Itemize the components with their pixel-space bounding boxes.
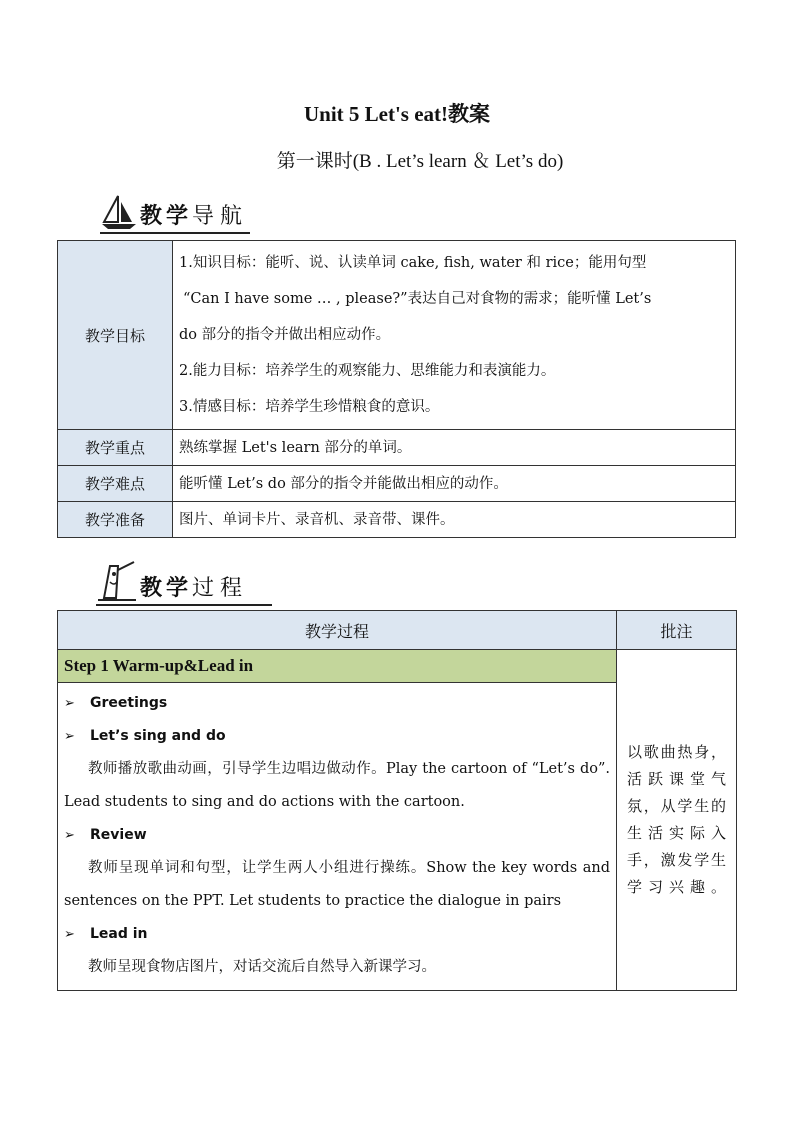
overview-key: 教学准备 bbox=[58, 502, 173, 538]
section-label-bold: 教学 bbox=[140, 576, 193, 601]
step-title: Step 1 Warm-up&Lead in bbox=[58, 650, 617, 683]
objective-line: 1.知识目标：能听、说、认读单词 cake, fish, water 和 rice；能用句型 bbox=[179, 255, 647, 271]
step-body bbox=[58, 683, 617, 991]
list-item bbox=[64, 720, 610, 753]
overview-key: 教学重点 bbox=[58, 430, 173, 466]
arrow-bullet-icon: ➢ bbox=[64, 927, 75, 942]
page-subtitle: 第一课时(B . Let’s learn ＆ Let’s do) bbox=[276, 151, 564, 172]
overview-value bbox=[173, 241, 736, 430]
objective-line: do 部分的指令并做出相应动作。 bbox=[179, 327, 391, 343]
teacher-pencil-icon bbox=[96, 560, 138, 602]
bullet-label: Lead in bbox=[90, 926, 148, 942]
bullet-label: Greetings bbox=[90, 695, 168, 711]
overview-value: 熟练掌握 Let's learn 部分的单词。 bbox=[173, 430, 736, 466]
list-item bbox=[64, 687, 610, 720]
section-label-light: 过程 bbox=[192, 576, 249, 601]
process-header: 教学过程 bbox=[58, 611, 617, 650]
overview-value: 图片、单词卡片、录音机、录音带、课件。 bbox=[173, 502, 736, 538]
section-heading-process bbox=[96, 560, 272, 602]
objective-line: 3.情感目标：培养学生珍惜粮食的意识。 bbox=[179, 399, 440, 415]
note-header: 批注 bbox=[617, 611, 737, 650]
page-title: Unit 5 Let's eat!教案 bbox=[303, 102, 491, 126]
bullet-label: Let’s sing and do bbox=[90, 728, 226, 744]
objective-line: 2.能力目标：培养学生的观察能力、思维能力和表演能力。 bbox=[179, 363, 556, 379]
section-heading-navigation bbox=[100, 192, 250, 230]
section-underline bbox=[96, 604, 272, 606]
list-item bbox=[64, 918, 610, 951]
paragraph: 教师呈现单词和句型，让学生两人小组进行操练。Show the key words and sentences on the PPT. Let students to practice the dialogue in pairs bbox=[64, 860, 610, 909]
objective-line: “Can I have some … , please?”表达自己对食物的需求；能听懂 Let’s bbox=[183, 291, 652, 307]
bullet-label: Review bbox=[90, 827, 147, 843]
annotation-note: 以歌曲热身，活跃课堂气氛，从学生的生活实际入手，激发学生学习兴趣。 bbox=[617, 650, 737, 991]
overview-key: 教学目标 bbox=[58, 241, 173, 430]
arrow-bullet-icon: ➢ bbox=[64, 828, 75, 843]
overview-key: 教学难点 bbox=[58, 466, 173, 502]
overview-value: 能听懂 Let’s do 部分的指令并能做出相应的动作。 bbox=[173, 466, 736, 502]
arrow-bullet-icon: ➢ bbox=[64, 729, 75, 744]
arrow-bullet-icon: ➢ bbox=[64, 696, 75, 711]
section-underline bbox=[100, 232, 250, 234]
section-label-bold: 教学 bbox=[140, 204, 193, 229]
sailboat-icon bbox=[100, 194, 138, 230]
paragraph: 教师播放歌曲动画，引导学生边唱边做动作。Play the cartoon of “Let’s do”. Lead students to sing and do actions with the cartoon. bbox=[64, 761, 610, 810]
list-item bbox=[64, 819, 610, 852]
process-table bbox=[57, 610, 737, 991]
section-label-light: 导航 bbox=[192, 204, 249, 229]
paragraph: 教师呈现食物店图片，对话交流后自然导入新课学习。 bbox=[88, 959, 436, 975]
overview-table bbox=[57, 240, 736, 538]
